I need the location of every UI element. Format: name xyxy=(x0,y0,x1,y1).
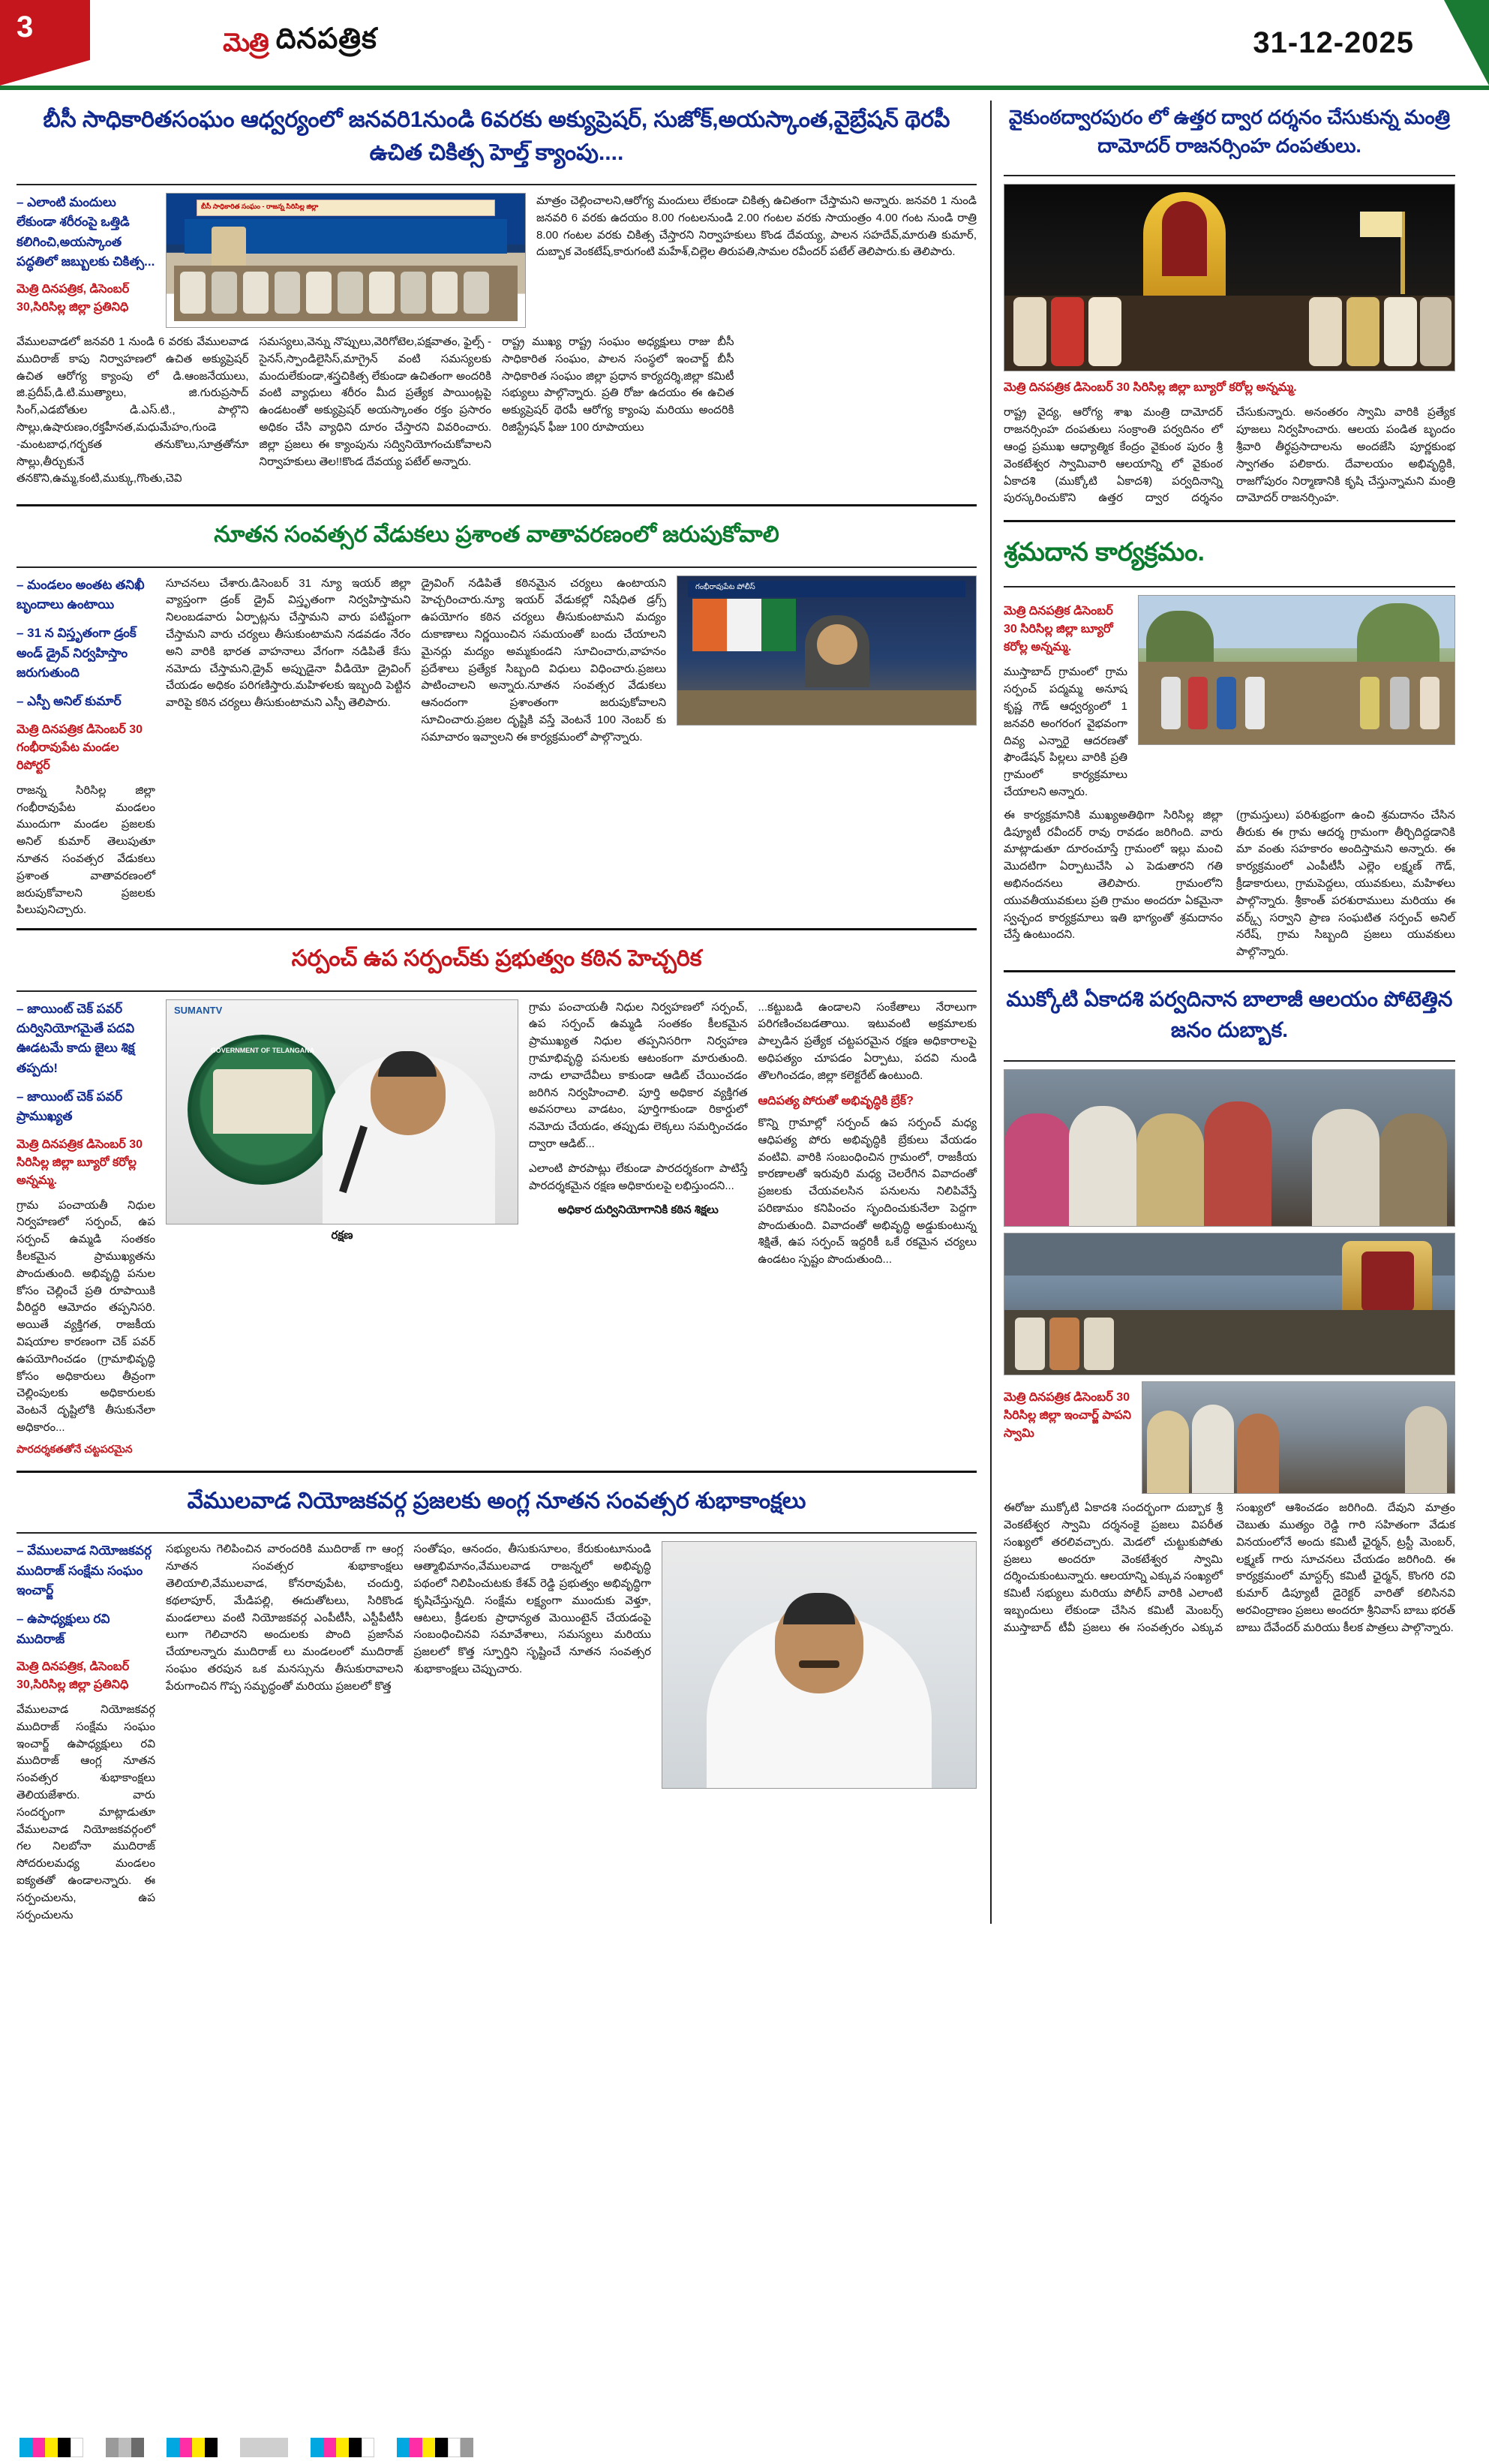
page-content xyxy=(0,90,1489,1931)
article-body-2 xyxy=(17,334,249,495)
article-headline: నూతన సంవత్సర వేడుకలు ప్రశాంత వాతావరణంలో జరుపుకోవాలి xyxy=(214,522,779,548)
article-balaji-temple-crowd xyxy=(1004,981,1455,1641)
bullet-item: – ఎలాంటి మందులు లేకుండా శరీరంపై ఒత్తిడి కలిగించి,అయస్కాంత పద్ధతిలో జబ్బులకు చికిత్స... xyxy=(17,195,155,269)
photo-temple-visit xyxy=(1004,184,1455,371)
photo-leader-portrait xyxy=(662,1541,977,1789)
paragraph: సూచనలు చేశారు.డిసెంబర్ 31 న్యూ ఇయర్ జిల్లా వ్యాప్తంగా డ్రంక్ డ్రైవ్ విస్తృతంగా నిర్వహిస్తామని నిలంబడవారు ఏర్పాట్లను చేస్తామని వారు పటిష్టంగా చేస్తామని వారు చర్యలు తీసుకుంటామని నడవడం నేరం అని వారికి భారత వాహనాలు వేగంగా నడిపితే కేసు నమోదు చేస్తామని,డ్రైవ్ అప్పుడైనా వీడియో డ్రైవింగ్ చేయడం అధికం పరిగణిస్తారు.మహిళలకు ఇబ్బంది పెట్టిన వారిపై కఠిన చర్యలు తీసుకుంటామని ఎస్పీ తెలిపారు. xyxy=(166,576,411,710)
bullet-item: – వేములవాడ నియోజకవర్గ ముదిరాజ్ సంక్షేమ సంఘం ఇంచార్జ్ xyxy=(17,1543,152,1598)
divider xyxy=(1004,175,1455,176)
subheading: ఆదిపత్య పోరుతో అభివృద్ధికి బ్రేక్? xyxy=(758,1094,914,1107)
photo-devotee-queue xyxy=(1142,1381,1455,1494)
photo-banner-label: గంభీరావుపేట పోలీస్ xyxy=(695,582,755,591)
photo-caption: రక్షణ xyxy=(331,1228,353,1242)
paragraph: సంతోషం, ఆనందం, తీసుకుసూలం, కేరుకుంటూనుండి ఆత్మాభిమానం,వేములవాడ రాజన్నలో అభివృద్ధి పథంలో నిలిపించుటకు కేశవ్ రెడ్డి ప్రభుత్వం అభివృద్ధిగా కృషిచేస్తున్నది. సంక్షేమ లక్ష్యంగా ముందుకు వెళ్తూ, ఆటలు, క్రీడలకు ప్రాధాన్యత మెయింటైన్ చేయడంపై సంబంధించినవి సమావేశాలు, సమస్యలు మరియు ప్రజలలో కొత్త స్ఫూర్తిని సృష్టించే నూతన సంవత్సర శుభాకాంక్షలు చెప్పుచారు. xyxy=(413,1543,651,1675)
article-body xyxy=(1004,404,1455,511)
color-swatch xyxy=(240,2438,288,2457)
logo-mark: మెత్రి xyxy=(223,29,269,57)
bullet-item: – ఎస్పీ అనిల్ కుమార్ xyxy=(17,694,122,709)
paragraph: రాష్ట్ర ముఖ్య రాష్ట్ర సంఘం అధ్యక్షులు రాజు బీసీ సాధికారిత సంఘం, పాలన సంస్థలో ఇంచార్జ్ బీసీ సాధికారిత సంఘం జిల్లా ప్రధాన కార్యదర్శి,జిల్లా కమిటీ సభ్యులు పాల్గొన్నారు. ప్రతి రోజు ఉదయం ఈ ఉచిత అక్యుప్రెషర్ థెరపీ ఆరోగ్య క్యాంపు మరియు అందరికి రిజిస్ట్రేషన్ ఫీజు 100 రూపాయలు xyxy=(502,335,734,434)
paragraph-col xyxy=(422,575,667,919)
paragraph-col xyxy=(529,999,748,1462)
paragraph: ముస్తాబాద్ గ్రామంలో గ్రామ సర్పంచ్ పద్మమ్మ అనూష కృష్ణ గౌడ్ ఆధ్వర్యంలో 1 జనవరి అంగరంగ వైభవంగా దివ్య ఎన్నారై ఆదరణతో ఫౌండేషన్ పిల్లలు వారికి ప్రతి గ్రామంలో కార్యక్రమాలు చేయాలని అన్నారు. xyxy=(1004,666,1127,799)
byline: మెత్రి దినపత్రిక డిసెంబర్ 30 సిరిసిల్ల జిల్లా ఇంచార్జ్ పాపని స్వామి xyxy=(1004,1391,1131,1441)
divider xyxy=(1004,1060,1455,1062)
color-group xyxy=(397,2438,473,2457)
paragraph: ఈరోజు ముక్కోటి ఏకాదశి సందర్భంగా దుబ్బాక శ్రీ వెంకటేశ్వర స్వామి దర్శనంకై ప్రజలు విపరీత సంఖ్యలో తరలివచ్చారు. మెడలో చుట్టుకుపోతు ప్రజలు అందరూ వెంకటేశ్వర స్వామి దర్శించుకుంటున్నారు. ఆలయాన్ని ఎక్కువ సంఖ్యలో కమిటీ సభ్యులు మరియు పోలీస్ వారికి ఎలాంటి ఇబ్బందులు లేకుండా చేసిన కమిటీ మెంబర్స్ ముస్తాబాద్ టీవీ ప్రజలు ఈ సంవత్సరం ఎక్కువ సంఖ్యలో ఆశించడం జరిగింది. దేవుని మాత్రం చెబుతు ముత్యం రెడ్డి గారి సహితంగా వేడుక వినయంలోనే అందు కమిటీ ఛైర్మన్, ట్రస్టీ మెంబర్, లక్ష్మణ్ గారు సూచనలు చేయడం జరిగింది. ఈ కార్యక్రమంలో మాస్టర్స్ కమిటీ ఛైర్మన్, కొంగరి రవి కుమార్ డిప్యూటీ డైరెక్టర్ వారితో కలిసినవి అరవింద్రాణం ప్రజలు అందరూ శ్రీనివాస్ బాబు భరత్ బాబు దేవేందర్ మరియు కీలక పాత్రలు పాల్గొన్నారు. xyxy=(1004,1501,1455,1634)
footer-note: పారదర్శకతతోనే చట్టపరమైన xyxy=(17,1442,133,1455)
paragraph: గ్రామ పంచాయతీ నిధుల నిర్వహణలో సర్పంచ్, ఉప సర్పంచ్ ఉమ్మడి సంతకం కీలకమైన ప్రాముఖ్యతను పొందుతుంది. అభివృద్ధి పనుల కోసం చెల్లించే ప్రతి రూపాయికి వీరిద్దరి ఆమోదం తప్పనిసరి. అయితే వ్యక్తిగత, రాజకీయ విషయాల కారణంగా చెక్ పవర్ ఉపయోగించడం (గ్రామాభివృద్ధి కోసం అధికారులు తీవ్రంగా చెల్లింపులకు అధికారులకు వెంటనే దృష్టిలోకి తీసుకునేలా అధికారం... xyxy=(17,1198,155,1435)
byline: మెత్రి దినపత్రిక, డిసెంబర్ 30,సిరిసిల్ల జిల్లా ప్రతినిధి xyxy=(17,283,130,314)
paragraph-col xyxy=(166,1541,404,1924)
article-new-year-greetings xyxy=(17,1482,977,1925)
paragraph: వేములవాడలో జనవరి 1 నుండి 6 వరకు వేములవాడ ముదిరాజ్ కాపు నిర్వాహణలో ఉచిత అక్యుప్రెషర్ ఉచిత ఆరోగ్య క్యాంపు లో డి.ఆంజనేయులు, జి.ప్రదీప్,డి.టి.ముత్యాలు, జి.గురుప్రసాద్ సింగ్,ఎడబోతుల డి.ఎస్.టి., పాల్గొని సొల్లు,ఉషారుణం,రక్తహీనత,మధుమేహం,గుండె -మంటబాధ,గర్భకత తనుకొలు,సూత్రతోనూ సొల్లు,తీర్చుకునే తనకొని,ఉమ్మ,కంటి,ముక్కు,గొంతు,చెవి xyxy=(17,335,249,485)
color-group xyxy=(106,2438,144,2457)
article-bullets-col xyxy=(17,193,155,328)
paragraph: వేములవాడ నియోజకవర్గ ముదిరాజ్ సంక్షేమ సంఘం ఇంచార్జ్ ఉపాధ్యక్షులు రవి ముదిరాజ్ ఆంగ్ల నూతన సంవత్సర శుభాకాంక్షలు తెలియజేశారు. వారు సందర్భంగా మాట్లాడుతూ వేములవాడ నియోజకవర్గంలో గల నిలబోనా ముదిరాజ్ సోదరులమధ్య మండలం ఐక్యతతో ఉండాలన్నారు. ఈ సర్పంచులను, ఉప సర్పంచులను xyxy=(17,1703,155,1922)
article-body-4 xyxy=(502,334,734,495)
paragraph: డ్రైవింగ్ నడిపితే కఠినమైన చర్యలు ఉంటాయని హెచ్చరించారు.న్యూ ఇయర్ వేడుకల్లో నిషేధిత డ్రగ్స్ ఉపయోగం కఠిన చర్యలు తీసుకుంటామని మద్యం దుకాణాలు నిర్ణయించిన సమయంతో బందు చేయాలని మైనర్లు మద్యం అమ్మకుండని సూచించారు,వాహనం ప్రదేశాలు ప్రత్యేక సిబ్బంది విధులు విధించారు.ప్రజలు పాటించాలని అన్నారు.నూతన సంవత్సర వేడుకలు ఆనందంగా ప్రశాంతంగా జరుపుకోవాలని సూచించారు.ప్రజల దృష్టికి వస్తే వెంటనే 100 నెంబర్ కు సమాచారం ఇవ్వాలని ఈ కార్యక్రమంలో పాల్గొన్నారు. xyxy=(421,576,666,744)
divider xyxy=(1004,970,1455,972)
paragraph: కొన్ని గ్రామాల్లో సర్పంచ్ ఉప సర్పంచ్ మధ్య ఆధిపత్య పోరు అభివృద్ధికి బ్రేకులు వేయడం వంటివి. వారికి సంబంధించిన గ్రామంలో, రాజకీయ కారణాలతో ఇరువురి మధ్య చెలరేగిన వివాదంతో ప్రజలకు చేయవలసిన పనులను నిలిపివేస్తే పరిణామం కనిపించం సృందించుకునేలా పెద్దగా పొందుతుంది. వివాదంతో అభివృద్ధి అడ్డుకుంటున్న శిక్షితే, ఉప సర్పంచ్ ఇద్దరికీ ఒకే రకమైన చర్యలు ఉండటం స్పష్టం పొందుతుంది... xyxy=(758,1116,977,1267)
paragraph: రాజన్న సిరిసిల్ల జిల్లా గంభీరావుపేట మండలం ముందుగా మండల ప్రజలకు అనిల్ కుమార్ తెలుపుతూ నూతన సంవత్సర వేడుకలు ప్రశాంత వాతావరణంలో జరుపుకోవాలని ప్రజలకు పిలుపునిచ్చారు. xyxy=(17,783,155,917)
article-photo-col xyxy=(166,193,526,328)
paragraph: సభ్యులను గెలిపించిన వారందరికి ముదిరాజ్ గా ఆంగ్ల నూతన సంవత్సర శుభాకాంక్షలు తెలియాలి,వేములవాడ, కోనరావుపేట, చందుర్తి, కథలాపూర్, మేడిపల్లి, ఈదుతోటలు, సిరికొండ మండలాలు వంటి నియోజకవర్గ ఎంపీటీసీ, ఎస్టీపీటీసీ లుగా గెలిచారని అందులకు పొంది ప్రజాసేవ చేయాలన్నారు ముదిరాజ్ లు మండలంలో ముదిరాజ్ సంఘం తరపున ఒక మనస్సును తీసుకురావాలని పేరుగాంచిన గొప్ప సమృద్ధంతో మరియు ప్రజలలో కొత్త xyxy=(166,1543,404,1693)
article-new-year-celebrations xyxy=(17,515,977,919)
paragraph-col xyxy=(414,1541,652,1924)
logo-wordmark: దినపత్రిక xyxy=(275,23,377,55)
color-group xyxy=(311,2438,374,2457)
divider xyxy=(17,184,977,185)
bullet-item: – 31 న విస్తృతంగా డ్రంక్ అండ్ డ్రైవ్ నిర్వహిస్తాం జరుగుతుంది xyxy=(17,626,137,681)
paragraph: మాత్రం చెల్లించాలని,ఆరోగ్య మందులు లేకుండా చికిత్స ఉచితంగా చేస్తామని అన్నారు. జనవరి 1 నుండి జనవరి 6 వరకు ఉదయం 8.00 గంటలనుండి 2.00 గంటల వరకు సాయంత్రం 4.00 గంట నుండి రాత్రి 8.00 గంటల వరకు చికిత్స చేస్తారని నిర్వాహకులు కొండ దేవయ్య, పాలన సహదేవ్,మారుతి కుమార్, దుబ్బాక వెంకటేష్,కారుగంటి మహేశ్,చిల్లెల తిరుపతి,సామల రవీందర్ పటేల్ తెలిపారు.కు తెలిపారు. xyxy=(536,194,977,259)
bullet-list xyxy=(17,193,155,272)
photo-police-officer xyxy=(677,575,977,726)
masthead-spacer xyxy=(510,0,1024,86)
divider xyxy=(17,990,977,992)
article-sarpanch-warning xyxy=(17,939,977,1462)
article-body xyxy=(1004,807,1455,961)
divider xyxy=(17,504,977,506)
byline-col xyxy=(1004,1381,1131,1494)
issue-date: 31-12-2025 xyxy=(1253,26,1414,59)
article-row xyxy=(17,1541,977,1924)
divider xyxy=(17,928,977,930)
byline: మెత్రి దినపత్రిక డిసెంబర్ 30 గంభీరావుపేట మండల రిపోర్టర్ xyxy=(17,723,143,772)
photo-col xyxy=(1142,1381,1455,1494)
article-row xyxy=(1004,1381,1455,1494)
divider xyxy=(17,1532,977,1534)
article-body xyxy=(1004,1500,1455,1640)
photo-col xyxy=(166,999,518,1462)
article-headline: వైకుంఠద్వారపురం లో ఉత్తర ద్వార దర్శనం చేసుకున్న మంత్రి దామోదర్ రాజనర్సింహ దంపతులు. xyxy=(1008,106,1451,157)
photo-devotees-crowd xyxy=(1004,1069,1455,1227)
paragraph-col xyxy=(166,575,411,919)
article-headline: బీసీ సాధికారితసంఘం ఆధ్వర్యంలో జనవరి1నుండి 6వరకు అక్యుప్రెషర్, సుజోక్,అయస్కాంత,వైబ్రేషన్ థెరపీ ఉచిత చికిత్స హెల్త్ క్యాంపు.... xyxy=(43,107,950,165)
article-body-5 xyxy=(745,334,977,495)
byline: మెత్రి దినపత్రిక డిసెంబర్ 30 సిరిసిల్ల జిల్లా బ్యూరో కరోల్ల అన్నమ్మ. xyxy=(1004,381,1297,395)
bullet-list xyxy=(17,999,155,1127)
paragraph-col xyxy=(758,999,977,1462)
paragraph: రాష్ట్ర వైద్య, ఆరోగ్య శాఖ మంత్రి దామోదర్ రాజనర్సింహ దంపతులు సంక్రాంతి పర్వదినం లో ఆంధ్ర ప్రముఖ ఆధ్యాత్మిక కేంద్రం వైకుంఠ పురం శ్రీ వెంకటేశ్వర స్వామివారి ఆలయాన్ని లో వైకుంఠ ఏకాదశి (ముక్కోటి ఏకాదశి) పర్వదినాన్ని పురస్కరించుకొని ఉత్తర ద్వార దర్శనం చేసుకున్నారు. అనంతరం స్వామి వారికి ప్రత్యేక పూజలు నిర్వహించారు. ఆలయ పండిత బృందం శ్రీవారి తీర్థప్రసాదాలను అందజేసి పూర్ణకుంభ స్వాగతం పలికారు. దేవాలయం అభివృద్ధికి, రాజగోపురం నిర్మాణానికి కృషి చేస్తున్నామని మంత్రి దామోదర్ రాజనర్సింహ. xyxy=(1004,406,1455,505)
seal-text: GOVERNMENT OF TELANGANA xyxy=(210,1046,315,1054)
paragraph: ఈ కార్యక్రమానికి ముఖ్యఅతిథిగా సిరిసిల్ల జిల్లా డిప్యూటీ రవీందర్ రావు రావడం జరిగింది. వారు మాట్లాడుతూ దూరంచూస్తే గ్రామంలో ఇల్లు మంచి మొదటిగా ఏర్పాటుచేసి ఎ పెడుతారని గతి అభినందనలు తెలిపారు. గ్రామంలోని యువతీయువకులు ప్రతి గ్రామం అందరూ ఏకమైనా స్వచ్ఛంద కార్యక్రమాలు ఇతి భాగ్యంతో శ్రమదానం చేస్తే ఉంటుందని. xyxy=(1004,808,1223,942)
divider xyxy=(17,566,977,568)
photo-meeting xyxy=(166,193,526,328)
article-minister-temple-visit xyxy=(1004,101,1455,511)
bullets-col xyxy=(17,1541,155,1924)
color-group xyxy=(167,2438,218,2457)
bullet-list xyxy=(17,1541,155,1649)
article-bottom-row xyxy=(17,334,977,495)
byline-col xyxy=(1004,595,1127,801)
article-headline: వేములవాడ నియోజకవర్గ ప్రజలకు అంగ్ల నూతన సంవత్సర శుభాకాంక్షలు xyxy=(187,1488,806,1513)
article-headline: సర్పంచ్ ఉప సర్పంచ్‌కు ప్రభుత్వం కఠిన హెచ్చరిక xyxy=(291,946,702,972)
photo-chief-minister xyxy=(166,999,518,1224)
bullet-item: – జాయింట్ చెక్ పవర్ ప్రాముఖ్యత xyxy=(17,1089,123,1124)
bullet-item: – ఉపాధ్యక్షులు రవి ముదిరాజ్ xyxy=(17,1612,110,1646)
color-group xyxy=(20,2438,83,2457)
color-registration-bar xyxy=(0,2431,1489,2464)
byline: మెత్రి దినపత్రిక, డిసెంబర్ 30,సిరిసిల్ల జిల్లా ప్రతినిధి xyxy=(17,1660,130,1692)
page-number-badge xyxy=(0,0,90,86)
article-health-camp xyxy=(17,101,977,495)
article-body-col xyxy=(536,193,977,328)
divider xyxy=(1004,586,1455,587)
divider xyxy=(17,1471,977,1473)
paragraph: సమస్యలు,వెన్ను నొప్పులు,వెరిగోటెల,పక్షవాతం, ఫైల్స్ - సైనస్,స్పాండిలైసిస్,మాగ్రైన్ వంటి సమస్యలకు మందులేకుండా,శస్త్రచికిత్స లేకుండా ఉచితంగా అందరికి వంటి వ్యాధులు శరీరం మీద ప్రత్యేక పాయింట్లపై ఉండటంతో అక్యుప్రెషర్ అయస్కాంతం రక్తం ప్రసారం అధికం చేసి వ్యాధిని దూరం చేస్తారని వివరించారు. జిల్లా ప్రజలు ఈ క్యాంపును సద్వినియోగంచుకోవాలని నిర్వాహకులు తెల!!కొండ దేవయ్య పటేల్ అన్నారు. xyxy=(259,335,491,468)
page-number: 3 xyxy=(17,11,34,44)
bullet-list xyxy=(17,575,155,712)
left-column xyxy=(17,101,977,1924)
byline: మెత్రి దినపత్రిక డిసెంబర్ 30 సిరిసిల్ల జిల్లా బ్యూరో కరోల్ల అన్నమ్మ. xyxy=(17,1137,143,1187)
paragraph: ...కట్టుబడి ఉండాలని సంకేతాలు నేరాలుగా పరిగణించబడతాయి. ఇటువంటి అక్రమాలకు పాల్పడిన ప్రత్యేక చట్టపరమైన రక్షణ అధికారాలపై అధిపత్యం చూపడం ఏర్పాటు, పదవి నుండి తొలగించడం, జిల్లా కలెక్టరేట్ ఉంటుంది. xyxy=(758,1000,977,1082)
article-body xyxy=(536,193,977,261)
photo-col xyxy=(677,575,977,919)
paragraph: (గ్రామస్తులు) పరిశుభ్రంగా ఉంచి శ్రమదానం చేసిన తీరుకు ఈ గ్రామ ఆదర్శ గ్రామంగా తీర్చిదిద్దడానికి మా వంతు సహకారం అందిస్తామని అన్నారు. ఈ కార్యక్రమంలో ఎంపీటీసీ ఎల్లెం లక్ష్మణ్ గౌడ్, క్రీడాకారులు, గ్రామపెద్దలు, యువకులు, మహిళలు పాల్గొన్నారు. శ్రీకాంత్ పరశురాములు మరియు ఈ వర్క్స్ సర్వాని ప్రాణ సంఘటిత సర్పంచ్ అనిల్ నరేష్, గ్రామ సిబ్బంది ప్రజలు యువకులు పాల్గొన్నారు. xyxy=(1236,808,1455,959)
tv-channel-watermark: SUMANTV xyxy=(174,1004,223,1016)
byline: మెత్రి దినపత్రిక డిసెంబర్ 30 సిరిసిల్ల జిల్లా బ్యూరో కరోల్ల అన్నమ్మ. xyxy=(1004,605,1113,654)
bullets-col xyxy=(17,575,155,919)
article-row xyxy=(17,575,977,919)
divider xyxy=(1004,520,1455,522)
article-row xyxy=(1004,595,1455,801)
article-top-row xyxy=(17,193,977,328)
bullet-item: – మండలం అంతట తనిఖీ బృందాలు ఉంటాయి xyxy=(17,577,145,612)
photo-col xyxy=(1138,595,1455,801)
article-headline: శ్రమదాన కార్యక్రమం. xyxy=(1004,538,1205,567)
right-column xyxy=(990,101,1455,1924)
photo-temple-chariot xyxy=(1004,1233,1455,1375)
photo-col xyxy=(662,1541,977,1924)
banner-caption: బీసీ సాధికారిత సంఘం - రాజన్న సిరిసిల్ల జిల్లా xyxy=(201,203,319,210)
masthead xyxy=(0,0,1489,90)
bullet-item: – జాయింట్ చెక్ పవర్ దుర్వినియోగమైతే పదవి ఊడటమే కాదు జైలు శిక్ష తప్పదు! xyxy=(17,1001,135,1075)
paragraph: ఎలాంటి పొరపాట్లు లేకుండా పారదర్శకంగా పాటిస్తే పారదర్శకమైన రక్షణ అధికారులపై లభిస్తుందని... xyxy=(529,1161,748,1192)
article-row xyxy=(17,999,977,1462)
photo-caption: అధికార దుర్వినియోగానికి కఠిన శిక్షలు xyxy=(557,1203,719,1217)
paragraph: గ్రామ పంచాయతీ నిధుల నిర్వహణలో సర్పంచ్, ఉప సర్పంచ్ ఉమ్మడి సంతకం కీలకమైన ప్రాముఖ్యత నిధుల తప్పనిసరిగా నిర్వహణ గ్రామాభివృద్ధి పనులకు ఆటంకంగా మారుతుంది. నాడు లావాదేవీలు కాకుండా ఆడిట్ చేయించడం జరిగిన నిర్వహించాలి. పూర్తి అధికార వ్యక్తిగత అవసరాలు వాడటం, పూర్తిగాకుండా రికార్డులో నమోదు చేయడం, తప్పుడు లెక్కలు సమర్పించడం ద్వారా ఆడిట్... xyxy=(529,1000,748,1150)
article-headline: ముక్కోటి ఏకాదశి పర్వదినాన బాలాజీ ఆలయం పోటెత్తిన జనం దుబ్బాక. xyxy=(1006,987,1453,1041)
newspaper-logo xyxy=(90,0,510,86)
article-body-3 xyxy=(260,334,492,495)
article-shramadan xyxy=(1004,531,1455,961)
photo-shramadan xyxy=(1138,595,1455,745)
masthead-green-band xyxy=(1444,0,1489,86)
bullets-col xyxy=(17,999,155,1462)
